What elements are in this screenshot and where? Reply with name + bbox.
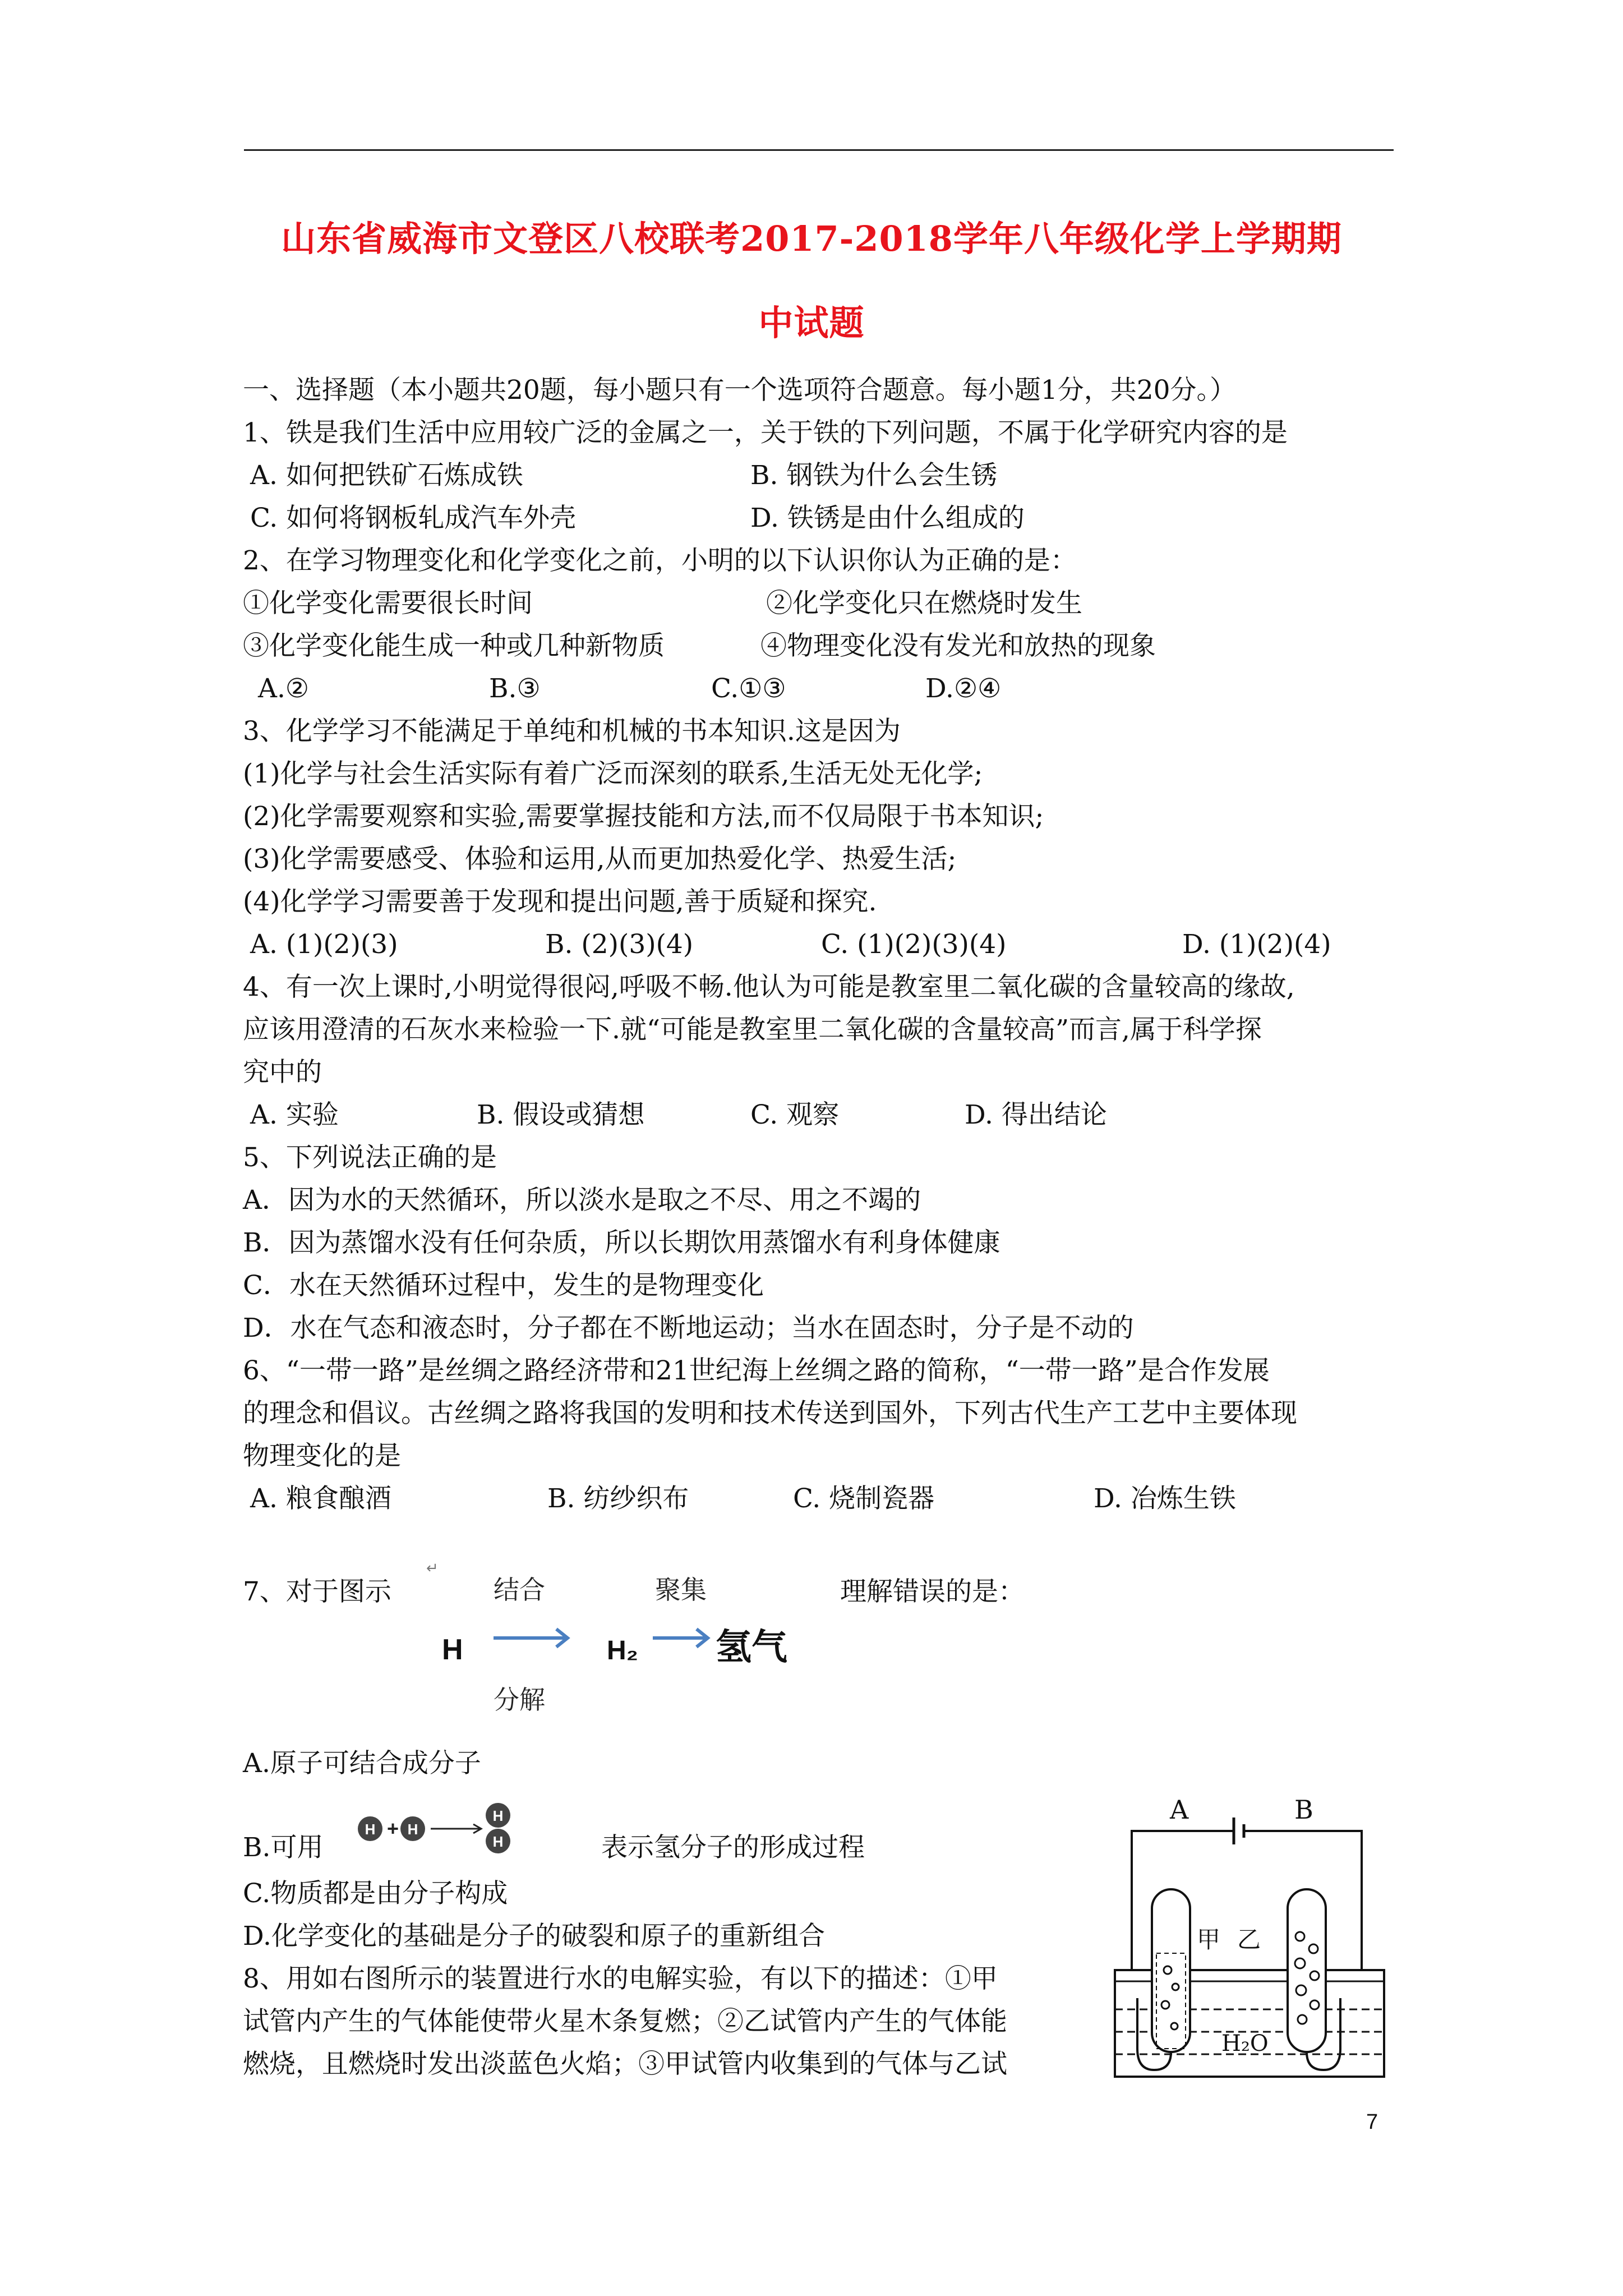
q2-statement-2: ②化学变化只在燃烧时发生 <box>766 588 1082 619</box>
q3-option-c: C. (1)(2)(3)(4) <box>821 929 1007 960</box>
electrode-label-a: A <box>1170 1795 1189 1825</box>
q7-option-b-right: 表示氢分子的形成过程 <box>601 1832 865 1863</box>
page-title-line1: 山东省威海市文登区八校联考2017-2018学年八年级化学上学期期 <box>281 218 1342 259</box>
q3-option-b: B. (2)(3)(4) <box>545 929 694 960</box>
q6-stem-line3: 物理变化的是 <box>243 1441 401 1471</box>
svg-text:H: H <box>492 1807 504 1824</box>
q8-stem-line3: 燃烧，且燃烧时发出淡蓝色火焰；③甲试管内收集到的气体与乙试 <box>243 2049 1007 2079</box>
q8-stem-line1: 8、用如右图所示的装置进行水的电解实验，有以下的描述：①甲 <box>243 1963 998 1994</box>
q1-option-c: C. 如何将钢板轧成汽车外壳 <box>250 503 577 533</box>
q6-option-b: B. 纺纱织布 <box>547 1483 689 1514</box>
q5-option-a: A．因为水的天然循环，所以淡水是取之不尽、用之不竭的 <box>243 1185 921 1216</box>
electrolysis-apparatus-diagram <box>1109 1785 1390 2082</box>
q3-option-d: D. (1)(2)(4) <box>1182 929 1331 960</box>
diagram-label-h: H <box>442 1634 463 1666</box>
diagram-label-decompose: 分解 <box>494 1685 545 1714</box>
q7-option-c: C.物质都是由分子构成 <box>243 1878 508 1909</box>
q2-statement-1: ①化学变化需要很长时间 <box>243 588 533 619</box>
diagram-label-hydrogen: 氢气 <box>716 1627 787 1668</box>
q2-option-d: D.②④ <box>925 673 1002 704</box>
header-rule <box>244 149 1394 151</box>
q7-option-b-left: B.可用 <box>243 1832 324 1863</box>
q7-option-d: D.化学变化的基础是分子的破裂和原子的重新组合 <box>243 1921 825 1952</box>
electrode-label-b: B <box>1294 1795 1313 1825</box>
q2-option-c: C.①③ <box>711 673 786 704</box>
q1-option-b: B. 钢铁为什么会生锈 <box>750 460 998 491</box>
q5-stem: 5、下列说法正确的是 <box>243 1142 497 1173</box>
q7-stem-left: 7、对于图示 <box>243 1576 391 1607</box>
diagram-label-h2: H₂ <box>607 1636 638 1665</box>
section-heading: 一、选择题（本小题共20题，每小题只有一个选项符合题意。每小题1分，共20分。） <box>243 375 1237 406</box>
svg-text:H: H <box>365 1821 376 1838</box>
q2-option-a: A.② <box>258 673 310 704</box>
svg-text:H: H <box>492 1833 504 1850</box>
q7-option-a: A.原子可结合成分子 <box>243 1748 481 1779</box>
q2-statement-4: ④物理变化没有发光和放热的现象 <box>760 631 1156 661</box>
page-number: 7 <box>1366 2110 1378 2134</box>
plus-icon: + <box>387 1817 399 1840</box>
q5-option-d: D．水在气态和液态时，分子都在不断地运动；当水在固态时，分子是不动的 <box>243 1313 1134 1343</box>
q3-stem: 3、化学学习不能满足于单纯和机械的书本知识.这是因为 <box>243 716 901 747</box>
q4-option-c: C. 观察 <box>750 1099 840 1130</box>
q6-option-a: A. 粮食酿酒 <box>250 1483 391 1514</box>
q4-stem-line1: 4、有一次上课时,小明觉得很闷,呼吸不畅.他认为可能是教室里二氧化碳的含量较高的缘故, <box>243 972 1295 1002</box>
q4-option-d: D. 得出结论 <box>965 1099 1107 1130</box>
diagram-label-gather: 聚集 <box>655 1575 707 1604</box>
q2-statement-3: ③化学变化能生成一种或几种新物质 <box>243 631 665 661</box>
q4-stem-line3: 究中的 <box>243 1057 322 1088</box>
q1-option-a: A. 如何把铁矿石炼成铁 <box>250 460 523 491</box>
tube-label-jia: 甲 <box>1197 1926 1221 1953</box>
diagram-label-combine: 结合 <box>494 1575 545 1604</box>
q6-option-d: D. 冶炼生铁 <box>1094 1483 1236 1514</box>
q6-option-c: C. 烧制瓷器 <box>793 1483 935 1514</box>
q8-stem-line2: 试管内产生的气体能使带火星木条复燃；②乙试管内产生的气体能 <box>243 2006 1007 2037</box>
q3-statement-4: (4)化学学习需要善于发现和提出问题,善于质疑和探究. <box>243 886 877 917</box>
q6-stem-line1: 6、“一带一路”是丝绸之路经济带和21世纪海上丝绸之路的简称，“一带一路”是合作发展 <box>243 1355 1270 1386</box>
water-label: H₂O <box>1221 2031 1269 2056</box>
svg-text:H: H <box>407 1821 418 1838</box>
q3-statement-2: (2)化学需要观察和实验,需要掌握技能和方法,而不仅局限于书本知识; <box>243 801 1044 832</box>
q4-option-b: B. 假设或猜想 <box>477 1099 645 1130</box>
q4-stem-line2: 应该用澄清的石灰水来检验一下.就“可能是教室里二氧化碳的含量较高”而言,属于科学探 <box>243 1014 1262 1045</box>
hydrogen-formation-diagram <box>426 1554 830 1722</box>
q2-option-b: B.③ <box>489 673 541 704</box>
paragraph-mark-icon: ↵ <box>426 1560 439 1577</box>
q2-stem: 2、在学习物理变化和化学变化之前，小明的以下认识你认为正确的是： <box>243 545 1077 576</box>
h-plus-h-molecule-diagram <box>354 1789 545 1874</box>
page-title-line2: 中试题 <box>758 302 865 343</box>
q3-option-a: A. (1)(2)(3) <box>250 929 398 960</box>
test-tube-yi <box>1288 1889 1326 2052</box>
q7-stem-right: 理解错误的是： <box>840 1576 1025 1607</box>
q6-stem-line2: 的理念和倡议。古丝绸之路将我国的发明和技术传送到国外，下列古代生产工艺中主要体现 <box>243 1398 1297 1429</box>
q5-option-c: C．水在天然循环过程中，发生的是物理变化 <box>243 1270 764 1301</box>
q3-statement-3: (3)化学需要感受、体验和运用,从而更加热爱化学、热爱生活; <box>243 844 957 875</box>
q4-option-a: A. 实验 <box>250 1099 339 1130</box>
q5-option-b: B．因为蒸馏水没有任何杂质，所以长期饮用蒸馏水有利身体健康 <box>243 1227 1000 1258</box>
tube-label-yi: 乙 <box>1237 1926 1261 1953</box>
q1-option-d: D. 铁锈是由什么组成的 <box>750 503 1025 533</box>
q1-stem: 1、铁是我们生活中应用较广泛的金属之一，关于铁的下列问题，不属于化学研究内容的是 <box>243 417 1288 448</box>
q3-statement-1: (1)化学与社会生活实际有着广泛而深刻的联系,生活无处无化学; <box>243 758 983 789</box>
